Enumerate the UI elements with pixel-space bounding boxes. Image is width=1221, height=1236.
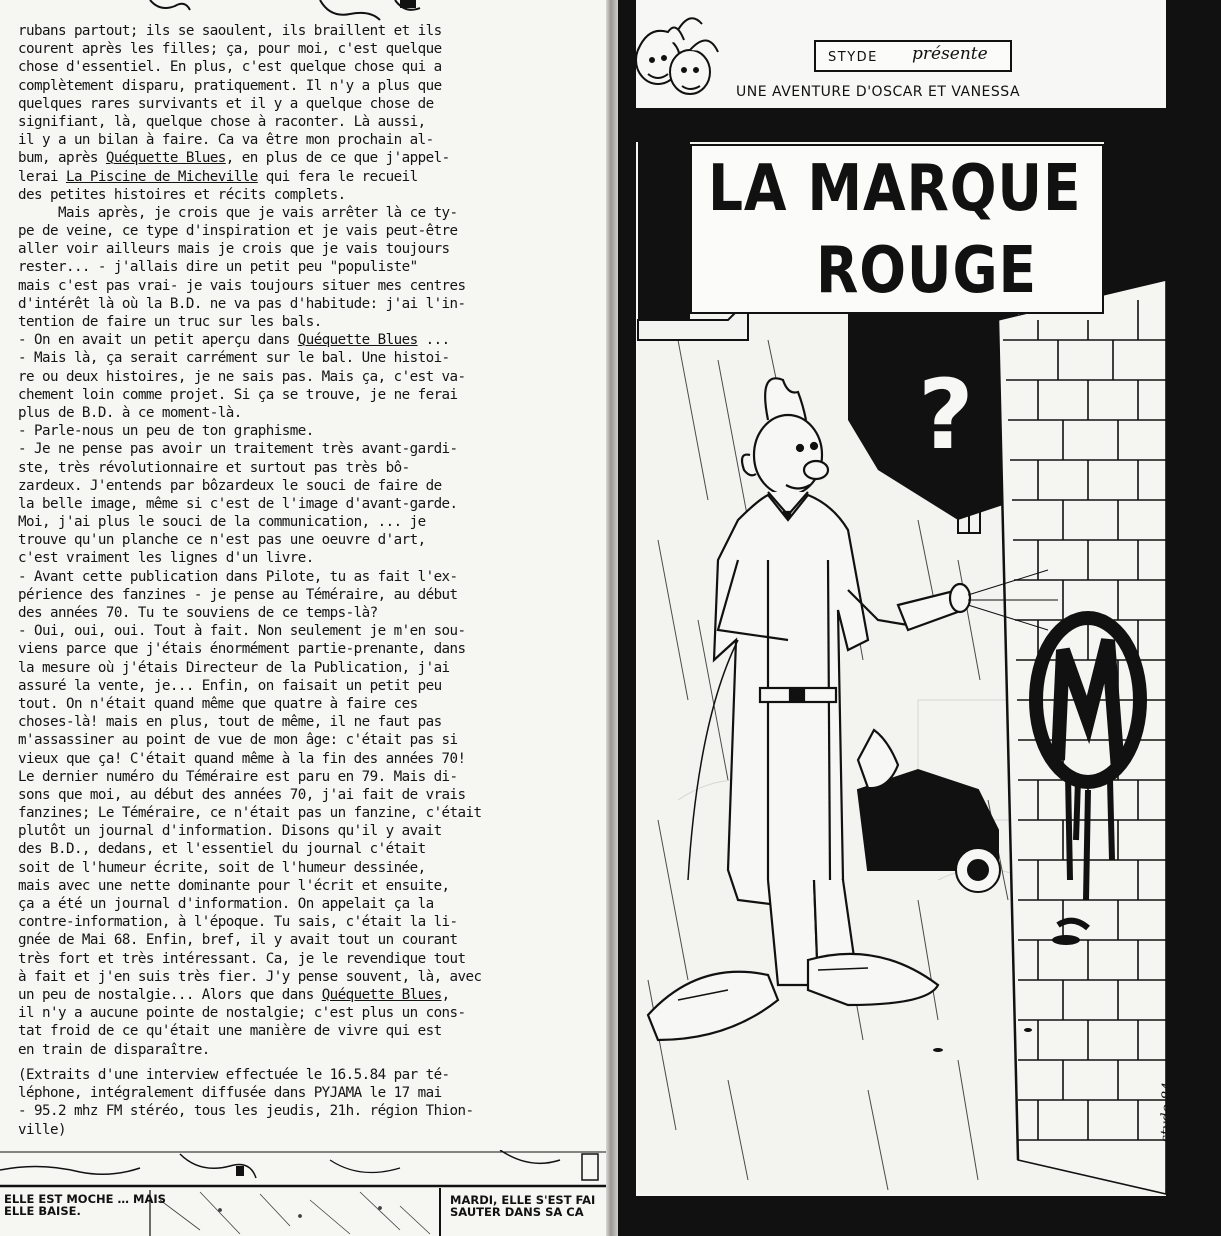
interview-line: mais avec une nette dominante pour l'écrit et ensuite, [18, 877, 450, 894]
interview-line: courent après les filles; ça, pour moi, c'est quelque [18, 41, 442, 58]
publisher-presents: présente [912, 44, 988, 64]
interview-line: la mesure où j'étais Directeur de la Publication, j'ai [18, 659, 450, 676]
interview-line: mais c'est pas vrai- je vais toujours situer mes centres [18, 277, 466, 294]
interview-line: d'intérêt là où la B.D. ne va pas d'habitude: j'ai l'in- [18, 295, 466, 312]
interview-line: Moi, j'ai plus le souci de la communication, ... je [18, 514, 426, 531]
interview-line: vieux que ça! C'était quand même à la fin des années 70! [18, 750, 466, 767]
interview-line: bum, après Quéquette Blues, en plus de ce que j'appel- [18, 150, 450, 167]
interview-line: - Je ne pense pas avoir un traitement très avant-gardi- [18, 441, 458, 458]
svg-text:?: ? [918, 359, 974, 471]
interview-line: sons que moi, au début des années 70, j'ai fait de vrais [18, 786, 466, 803]
interview-line: très fort et très intéressant. Ca, je le revendique tout [18, 950, 466, 967]
credits-line: - 95.2 mhz FM stéréo, tous les jeudis, 21h. région Thion- [18, 1103, 474, 1120]
book-title: Quéquette Blues [105, 150, 226, 167]
credits-line: ville) [18, 1121, 66, 1138]
interview-line: - On en avait un petit aperçu dans Quéquette Blues ... [18, 332, 450, 349]
interview-line: viens parce que j'étais énormément partie-prenante, dans [18, 641, 466, 658]
interview-line: quelques rares survivants et il y a quelque chose de [18, 95, 434, 112]
interview-line: - Parle-nous un peu de ton graphisme. [18, 423, 314, 440]
interview-line: tout. On n'était quand même que quatre à faire ces [18, 695, 418, 712]
interview-line: gnée de Mai 68. Enfin, bref, il y avait tout un courant [18, 932, 458, 949]
cover-title-panel [690, 144, 1104, 314]
cover-title-line1: LA MARQUE [708, 152, 1082, 226]
right-page-cover [618, 0, 1221, 1236]
page-gutter [606, 0, 618, 1236]
artist-signature: styde 84 [1158, 1081, 1177, 1143]
interview-line: des petites histoires et récits complets. [18, 186, 346, 203]
credits-line: (Extraits d'une interview effectuée le 16.5.84 par té- [18, 1067, 450, 1083]
cover-subtitle: UNE AVENTURE D'OSCAR ET VANESSA [736, 84, 1021, 100]
interview-line: rubans partout; ils se saoulent, ils braillent et ils [18, 23, 442, 39]
interview-line: la belle image, même si c'est de l'image d'avant-garde. [18, 495, 458, 512]
speech-bubble-left: ELLE EST MOCHE … MAIS ELLE BAISE. [4, 1192, 166, 1218]
interview-line: - Avant cette publication dans Pilote, tu as fait l'ex- [18, 568, 458, 585]
interview-line: chose d'essentiel. En plus, c'est quelque chose qui a [18, 59, 442, 76]
speech-bubble-right: MARDI, ELLE S'EST FAI SAUTER DANS SA CA [450, 1193, 596, 1219]
interview-line: il n'y a aucune pointe de nostalgie; c'est plus un cons- [18, 1005, 466, 1022]
interview-line: tention de faire un truc sur les bals. [18, 314, 322, 330]
interview-line: périence des fanzines - je pense au Téméraire, au début [18, 586, 458, 603]
cover-title-line2: ROUGE [816, 234, 1037, 308]
book-title: Quéquette Blues [297, 332, 418, 349]
credits-line: léphone, intégralement diffusée dans PYJAMA le 17 mai [18, 1085, 442, 1102]
interview-line: rester... - j'allais dire un petit peu "populiste" [18, 259, 418, 276]
interview-line: chement loin comme projet. Si ça se trouve, je ne ferai [18, 386, 458, 403]
interview-line: zardeux. J'entends par bôzardeux le souci de faire de [18, 477, 442, 494]
left-page [0, 0, 606, 1236]
interview-line: en train de disparaître. [18, 1041, 210, 1058]
publisher-credit-box [814, 40, 1012, 72]
interview-line: pe de veine, ce type d'inspiration et je vais peut-être [18, 223, 458, 240]
interview-line: signifiant, là, quelque chose à raconter. Là aussi, [18, 113, 426, 130]
publisher-name: STYDE [828, 50, 878, 65]
interview-line: contre-information, à l'époque. Tu sais, c'était la li- [18, 914, 458, 931]
interview-line: des années 70. Tu te souviens de ce temps-là? [18, 605, 378, 621]
book-title: La Piscine de Micheville [65, 168, 258, 185]
interview-text [18, 22, 598, 1059]
interview-line: un peu de nostalgie... Alors que dans Quéquette Blues, [18, 986, 450, 1003]
interview-line: ste, très révolutionnaire et surtout pas très bô- [18, 459, 410, 476]
interview-line: c'est vraiment les lignes d'un livre. [18, 550, 314, 567]
interview-line: lerai La Piscine de Micheville qui fera le recueil [18, 168, 418, 185]
interview-line: plutôt un journal d'information. Disons qu'il y avait [18, 823, 442, 840]
interview-line: il y a un bilan à faire. Ca va être mon prochain al- [18, 132, 434, 149]
interview-line: à fait et j'en suis très fier. J'y pense souvent, là, avec [18, 968, 482, 985]
interview-line: tat froid de ce qu'était une manière de vivre qui est [18, 1023, 442, 1040]
interview-line: fanzines; Le Téméraire, ce n'était pas un fanzine, c'était [18, 805, 482, 822]
interview-line: plus de B.D. à ce moment-là. [18, 404, 242, 421]
interview-line: soit de l'humeur écrite, soit de l'humeur dessinée, [18, 859, 426, 876]
interview-credits [18, 1066, 598, 1139]
interview-line: - Mais là, ça serait carrément sur le bal. Une histoi- [18, 350, 450, 367]
interview-line: trouve qu'un planche ce n'est pas une oeuvre d'art, [18, 532, 426, 549]
interview-line: Mais après, je crois que je vais arrêter là ce ty- [18, 204, 458, 221]
interview-line: choses-là! mais en plus, tout de même, il ne faut pas [18, 714, 442, 731]
interview-line: re ou deux histoires, je ne sais pas. Mais ça, c'est va- [18, 368, 466, 385]
interview-line: ça a été un journal d'information. On appelait ça la [18, 896, 434, 912]
interview-line: m'assassiner au point de vue de mon âge: c'était pas si [18, 732, 458, 749]
interview-line: assuré la vente, je... Enfin, on faisait un petit peu [18, 677, 442, 694]
interview-line: Le dernier numéro du Téméraire est paru en 79. Mais di- [18, 768, 458, 785]
book-title: Quéquette Blues [321, 986, 442, 1003]
interview-line: - Oui, oui, oui. Tout à fait. Non seulement je m'en sou- [18, 623, 466, 640]
interview-line: des B.D., dedans, et l'essentiel du journal c'était [18, 841, 426, 858]
interview-line: complètement disparu, pratiquement. Il n'y a plus que [18, 77, 442, 94]
interview-line: aller voir ailleurs mais je crois que je vais toujours [18, 241, 450, 258]
